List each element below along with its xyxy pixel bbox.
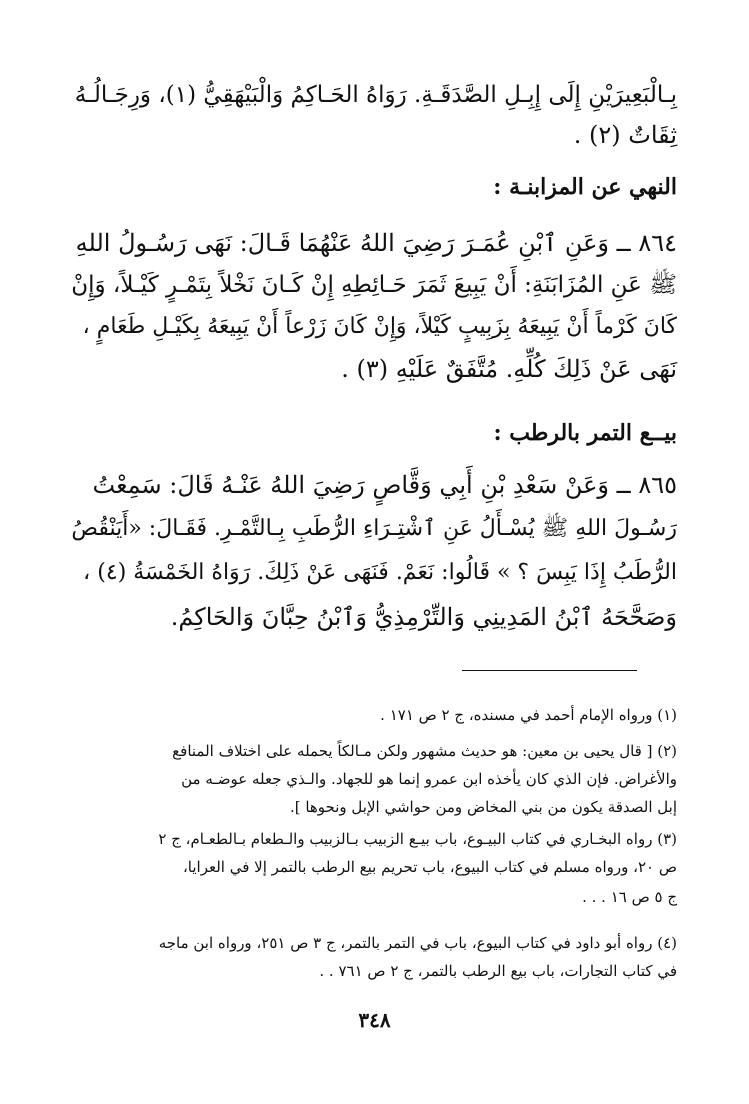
section-heading-muzabana: النهي عن المزابنـة : — [493, 174, 677, 200]
hadith-864-line-3: كَانَ كَرْماً أَنْ يَبِيعَهُ بِزَبِيبٍ كَيْلاً، وَإِنْ كَانَ زَرْعاً أَنْ يَبِيعَهُ بِكَيْـلِ طَعَامٍ ، — [82, 314, 677, 339]
footnote-1: (١) ورواه الإمام أحمد في مسنده، ج ٢ ص ١٧١ . — [380, 706, 677, 724]
hadith-865-line-3: الرُّطَبُ إِذَا يَبِسَ ؟ » قَالُوا: نَعَمْ. فَنَهَى عَنْ ذَلِكَ. رَوَاهُ الخَمْسَةُ (٤) ، — [83, 560, 677, 585]
footnote-3-line-2: ص ٢٠، ورواه مسلم في كتاب البيوع، باب تحريم بيع الرطب بالتمر إلا في العرايا، — [182, 858, 677, 876]
footnote-4-line-1: (٤) رواه أبو داود في كتاب البيوع، باب في التمر بالتمر، ج ٣ ص ٢٥١، ورواه ابن ماجه — [158, 934, 677, 952]
hadith-864-line-4: نَهَى عَنْ ذَلِكَ كُلِّهِ. مُتَّفَقٌ عَلَيْهِ (٣) . — [341, 355, 677, 383]
hadith-865-line-1: ٨٦٥ ــ وَعَنْ سَعْدِ بْنِ أَبِي وَقَّاصٍ رَضِيَ اللهُ عَنْـهُ قَالَ: سَمِعْتُ — [92, 471, 677, 499]
footnote-2-line-2: والأغراض. فإن الذي كان يأخذه ابن عمرو إنما هو للجهاد. والـذي جعله عوضـه من — [181, 770, 677, 788]
footnote-3-line-3: ج ٥ ص ١٦ . . . — [582, 888, 677, 906]
footnote-3-line-1: (٣) رواه البخـاري في كتاب البيـوع، باب بيـع الزبيب بـالزبيب والـطعام بـالطعـام، ج ٢ — [158, 830, 677, 848]
hadith-863-line-2: ثِقَاتٌ (٢) . — [573, 121, 677, 149]
footnote-separator — [462, 670, 637, 671]
section-heading-dates-for-fresh-dates: بيــع التمر بالرطب : — [493, 420, 677, 446]
hadith-863-line-1: بِـالْبَعِيرَيْنِ إِلَى إِبِـلِ الصَّدَقَـةِ. رَوَاهُ الحَـاكِمُ وَالْبَيْهَقِيُّ (١)، وَرِجَـالُـهُ — [74, 82, 677, 108]
hadith-864-line-2: ﷺ عَنِ المُزَابَنَةِ: أَنْ يَبِيعَ ثَمَرَ حَـائِطِهِ إِنْ كَـانَ نَخْلاً بِتَمْـرٍ كَيْـلاً، وَإِنْ — [71, 272, 677, 298]
footnote-2-line-1: (٢) [ قال يحيى بن معين: هو حديث مشهور ولكن مـالكاً يحمله على اختلاف المنافع — [172, 742, 677, 760]
footnote-2-line-3: إبل الصدقة يكون من بني المخاض ومن حواشي الإبل ونحوها ]. — [289, 798, 677, 816]
footnote-4-line-2: في كتاب التجارات، باب بيع الرطب بالتمر، ج ٢ ص ٧٦١ . . — [319, 962, 677, 980]
hadith-864-line-1: ٨٦٤ ــ وَعَنِ ٱبْنِ عُمَـرَ رَضِيَ اللهُ عَنْهُمَا قَـالَ: نَهَى رَسُـولُ اللهِ — [75, 229, 677, 257]
page-number: ٣٤٨ — [358, 1008, 391, 1032]
hadith-865-line-2: رَسُـولَ اللهِ ﷺ يُسْـأَلُ عَنِ ٱشْتِـرَاءِ الرُّطَبِ بِـالتَّمْـرِ. فَقَـالَ: «أَيَنْقُصُ — [71, 516, 677, 541]
hadith-865-line-4: وَصَحَّحَهُ ٱبْنُ المَدِينِي وَالتِّرْمِذِيُّ وَٱبْنُ حِبَّانَ وَالحَاكِمُ. — [170, 603, 677, 631]
